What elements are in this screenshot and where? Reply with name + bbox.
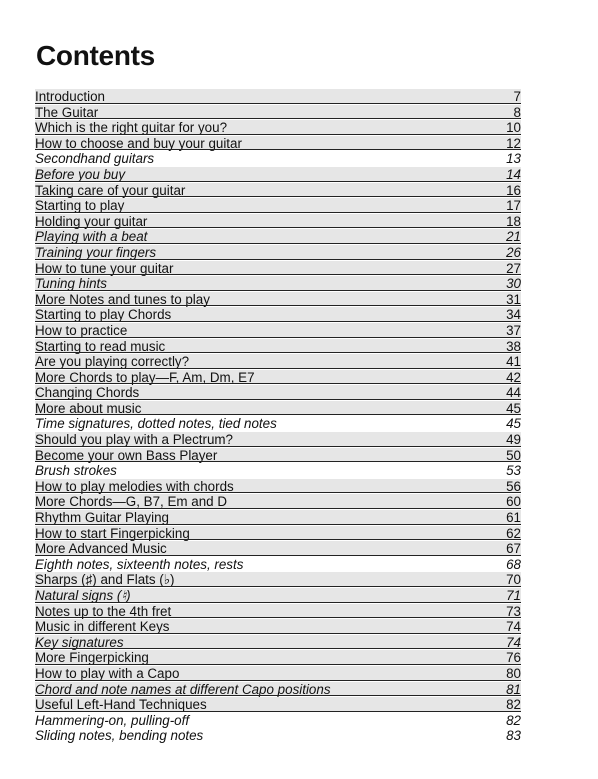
- table-of-contents: [35, 89, 521, 744]
- toc-entry-page: 62: [506, 525, 521, 541]
- toc-entry[interactable]: [35, 183, 521, 199]
- page-title: Contents: [36, 40, 155, 71]
- toc-entry[interactable]: [35, 245, 521, 261]
- toc-entry-page: 82: [506, 697, 521, 713]
- toc-entry[interactable]: [35, 292, 521, 308]
- toc-entry-page: 49: [506, 432, 521, 448]
- toc-entry-title: More Chords—G, B7, Em and D: [35, 494, 227, 510]
- toc-entry-page: 80: [506, 665, 521, 681]
- toc-entry-page: 61: [506, 510, 521, 526]
- toc-entry-title: Playing with a beat: [35, 229, 148, 245]
- toc-entry[interactable]: [35, 151, 521, 167]
- toc-entry-title: Rhythm Guitar Playing: [35, 510, 169, 526]
- toc-entry[interactable]: [35, 229, 521, 245]
- toc-entry-page: 21: [506, 229, 521, 245]
- toc-entry-page: 37: [506, 322, 521, 338]
- toc-entry-title: Key signatures: [35, 634, 124, 650]
- toc-entry-title: The Guitar: [35, 104, 99, 120]
- toc-entry-title: Training your fingers: [35, 244, 157, 260]
- toc-entry[interactable]: [35, 619, 521, 635]
- toc-entry-title: Before you buy: [35, 166, 126, 182]
- toc-entry[interactable]: [35, 307, 521, 323]
- toc-entry-title: More Chords to play—F, Am, Dm, E7: [35, 369, 255, 385]
- toc-entry-page: 7: [513, 89, 521, 104]
- toc-entry-page: 30: [506, 276, 521, 292]
- toc-entry-title: Chord and note names at different Capo positions: [35, 681, 331, 697]
- toc-entry[interactable]: [35, 510, 521, 526]
- toc-entry[interactable]: [35, 167, 521, 183]
- toc-entry-page: 17: [506, 198, 521, 214]
- toc-entry-title: Taking care of your guitar: [35, 182, 186, 198]
- toc-entry-page: 67: [506, 541, 521, 557]
- toc-entry-page: 13: [506, 151, 521, 167]
- toc-entry-title: Hammering-on, pulling-off: [35, 712, 190, 728]
- toc-entry-page: 31: [506, 291, 521, 307]
- toc-entry-page: 45: [506, 416, 521, 432]
- toc-entry-title: Music in different Keys: [35, 619, 170, 635]
- toc-entry[interactable]: [35, 136, 521, 152]
- toc-entry[interactable]: [35, 604, 521, 620]
- toc-entry[interactable]: [35, 635, 521, 651]
- toc-entry-page: 16: [506, 182, 521, 198]
- toc-entry-title: Natural signs (♮): [35, 588, 131, 603]
- toc-entry[interactable]: [35, 214, 521, 230]
- toc-entry[interactable]: [35, 479, 521, 495]
- toc-entry-title: Are you playing correctly?: [35, 354, 190, 370]
- toc-entry-page: 83: [506, 728, 521, 744]
- toc-entry-page: 14: [506, 166, 521, 182]
- toc-entry-page: 71: [506, 588, 521, 603]
- toc-entry[interactable]: [35, 541, 521, 557]
- toc-entry[interactable]: [35, 370, 521, 386]
- toc-entry-title: More about music: [35, 400, 142, 416]
- toc-entry-title: How to play melodies with chords: [35, 478, 234, 494]
- toc-entry-title: More Notes and tunes to play: [35, 291, 210, 307]
- toc-entry-title: How to practice: [35, 322, 128, 338]
- toc-entry[interactable]: [35, 401, 521, 417]
- toc-entry-page: 68: [506, 556, 521, 572]
- toc-entry-page: 18: [506, 213, 521, 229]
- toc-entry[interactable]: [35, 432, 521, 448]
- toc-entry[interactable]: [35, 323, 521, 339]
- toc-entry-title: Secondhand guitars: [35, 151, 155, 167]
- toc-entry-title: Sharps (♯) and Flats (♭): [35, 572, 175, 588]
- toc-entry-page: 70: [506, 572, 521, 588]
- toc-entry-page: 44: [506, 385, 521, 401]
- toc-entry[interactable]: [35, 448, 521, 464]
- toc-entry[interactable]: [35, 385, 521, 401]
- toc-entry-page: 10: [506, 120, 521, 136]
- toc-entry-page: 42: [506, 369, 521, 385]
- toc-entry-page: 26: [506, 244, 521, 260]
- toc-entry[interactable]: [35, 198, 521, 214]
- toc-entry-title: Introduction: [35, 89, 105, 104]
- toc-entry[interactable]: [35, 572, 521, 588]
- toc-entry-title: Starting to play Chords: [35, 307, 172, 323]
- toc-entry-title: Starting to read music: [35, 338, 166, 354]
- toc-entry[interactable]: [35, 588, 521, 604]
- toc-entry-title: More Advanced Music: [35, 541, 167, 557]
- toc-entry-title: How to choose and buy your guitar: [35, 135, 242, 151]
- toc-entry[interactable]: [35, 650, 521, 666]
- toc-entry-page: 82: [506, 712, 521, 728]
- toc-entry[interactable]: [35, 463, 521, 479]
- toc-entry-title: Eighth notes, sixteenth notes, rests: [35, 556, 244, 572]
- toc-entry[interactable]: [35, 276, 521, 292]
- toc-entry-title: More Fingerpicking: [35, 650, 149, 666]
- toc-entry[interactable]: [35, 697, 521, 713]
- toc-entry[interactable]: [35, 494, 521, 510]
- toc-entry-title: Become your own Bass Player: [35, 447, 218, 463]
- toc-entry[interactable]: [35, 557, 521, 573]
- toc-entry[interactable]: [35, 354, 521, 370]
- toc-entry-title: Time signatures, dotted notes, tied notes: [35, 416, 277, 432]
- toc-entry-page: 74: [506, 619, 521, 635]
- toc-entry[interactable]: [35, 682, 521, 698]
- toc-entry-page: 50: [506, 447, 521, 463]
- toc-entry[interactable]: [35, 89, 521, 105]
- toc-entry-page: 8: [513, 104, 521, 120]
- toc-entry-title: How to start Fingerpicking: [35, 525, 190, 541]
- toc-entry[interactable]: [35, 120, 521, 136]
- toc-entry-page: 60: [506, 494, 521, 510]
- toc-entry-page: 76: [506, 650, 521, 666]
- toc-entry-page: 53: [506, 463, 521, 479]
- toc-entry-title: Should you play with a Plectrum?: [35, 432, 233, 448]
- toc-entry-title: Holding your guitar: [35, 213, 148, 229]
- toc-entry-title: Brush strokes: [35, 463, 117, 479]
- toc-entry-page: 27: [506, 260, 521, 276]
- toc-entry-page: 41: [506, 354, 521, 370]
- toc-entry-title: Useful Left-Hand Techniques: [35, 697, 207, 713]
- toc-entry[interactable]: [35, 261, 521, 277]
- toc-entry-page: 45: [506, 400, 521, 416]
- toc-entry-title: Starting to play: [35, 198, 125, 214]
- toc-entry-page: 12: [506, 135, 521, 151]
- toc-entry-title: Notes up to the 4th fret: [35, 603, 172, 619]
- toc-entry-page: 38: [506, 338, 521, 354]
- toc-entry-page: 74: [506, 634, 521, 650]
- toc-entry-title: How to play with a Capo: [35, 665, 180, 681]
- toc-entry-page: 56: [506, 478, 521, 494]
- toc-entry-page: 73: [506, 603, 521, 619]
- toc-entry-page: 81: [506, 681, 521, 697]
- toc-entry-title: Tuning hints: [35, 276, 107, 292]
- toc-entry-title: Sliding notes, bending notes: [35, 728, 204, 744]
- toc-entry-page: 34: [506, 307, 521, 323]
- toc-entry-title: Changing Chords: [35, 385, 140, 401]
- toc-entry[interactable]: [35, 416, 521, 432]
- toc-entry[interactable]: [35, 713, 521, 729]
- toc-entry-title: Which is the right guitar for you?: [35, 120, 228, 136]
- toc-entry[interactable]: [35, 526, 521, 542]
- toc-entry[interactable]: [35, 666, 521, 682]
- toc-entry[interactable]: [35, 728, 521, 744]
- toc-entry[interactable]: [35, 339, 521, 355]
- toc-entry-title: How to tune your guitar: [35, 260, 174, 276]
- toc-entry[interactable]: [35, 105, 521, 121]
